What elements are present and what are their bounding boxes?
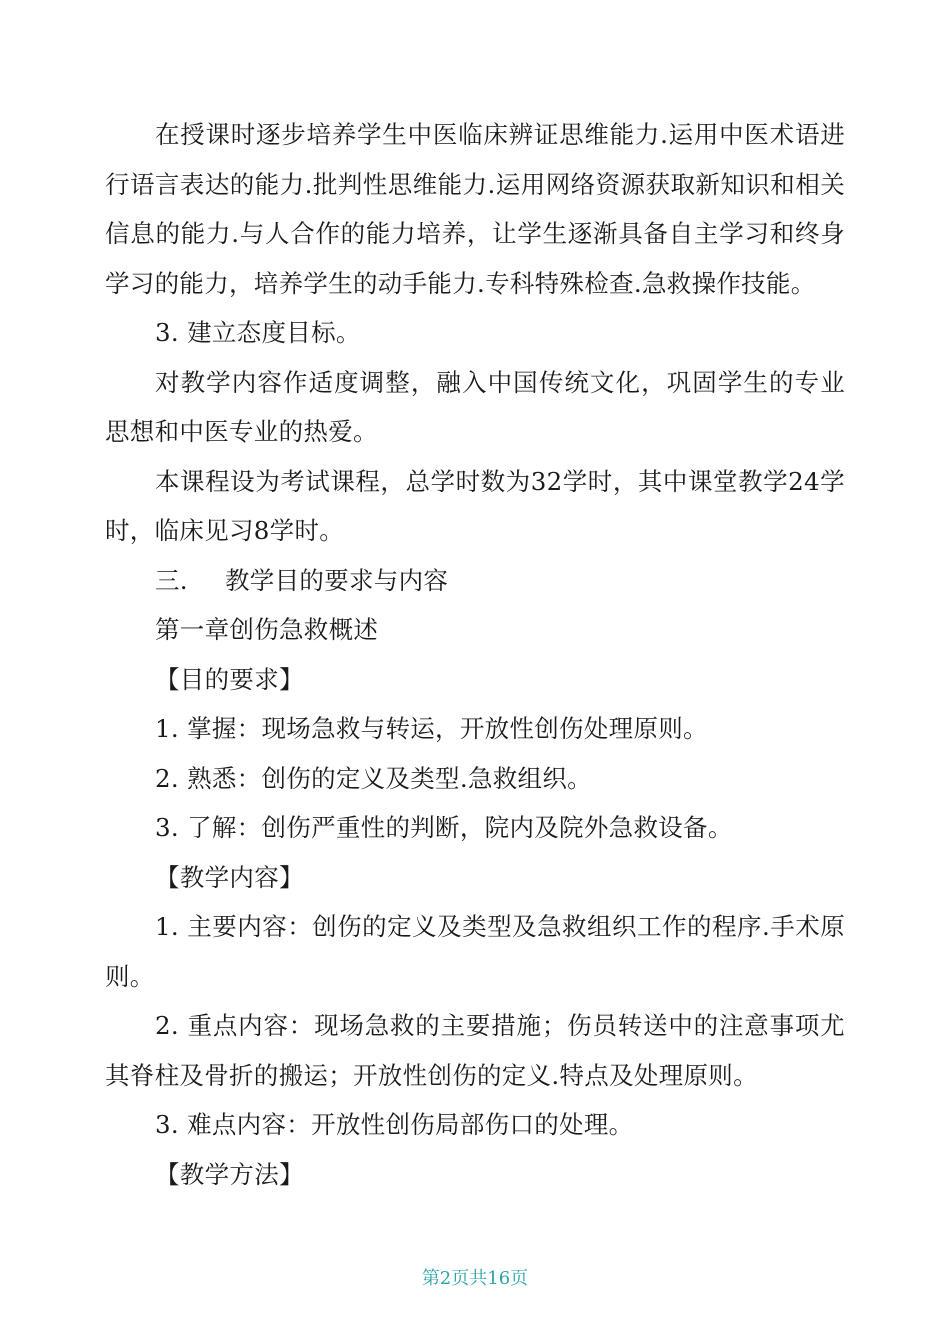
- objectives-heading: 【目的要求】: [155, 664, 304, 694]
- section-title: 教学目的要求与内容: [225, 565, 449, 595]
- objective-item: 1. 掌握：现场急救与转运，开放性创伤处理原则。: [155, 714, 708, 743]
- section-number: 三.: [155, 565, 188, 595]
- methods-heading: 【教学方法】: [155, 1159, 304, 1189]
- paragraph-attitude-goal: 3. 建立态度目标。: [155, 318, 361, 347]
- document-body: [105, 110, 845, 1199]
- chapter-title: 第一章创伤急救概述: [155, 615, 379, 644]
- section-heading: [105, 556, 845, 606]
- objective-item: 3. 了解：创伤严重性的判断，院内及院外急救设备。: [155, 813, 733, 842]
- paragraph-abilities: 在授课时逐步培养学生中医临床辨证思维能力.运用中医术语进行语言表达的能力.批判性思维能力.运用网络资源获取新知识和相关信息的能力.与人合作的能力培养，让学生逐渐具备自主学习和终身学习的能力，培养学生的动手能力.专科特殊检查.急救操作技能。: [105, 120, 845, 298]
- paragraph-course-hours: 本课程设为考试课程，总学时数为32学时，其中课堂教学24学时，临床见习8学时。: [105, 466, 845, 545]
- content-item: 2. 重点内容：现场急救的主要措施；伤员转送中的注意事项尤其脊柱及骨折的搬运；开放性创伤的定义.特点及处理原则。: [105, 1011, 845, 1090]
- paragraph-content-adjustment: 对教学内容作适度调整，融入中国传统文化，巩固学生的专业思想和中医专业的热爱。: [105, 367, 845, 446]
- content-item: 3. 难点内容：开放性创伤局部伤口的处理。: [155, 1110, 634, 1139]
- page-number-footer: 第2页共16页: [421, 1268, 529, 1289]
- content-heading: 【教学内容】: [155, 862, 304, 892]
- objective-item: 2. 熟悉：创伤的定义及类型.急救组织。: [155, 763, 592, 793]
- content-item: 1. 主要内容：创伤的定义及类型及急救组织工作的程序.手术原则。: [105, 912, 845, 991]
